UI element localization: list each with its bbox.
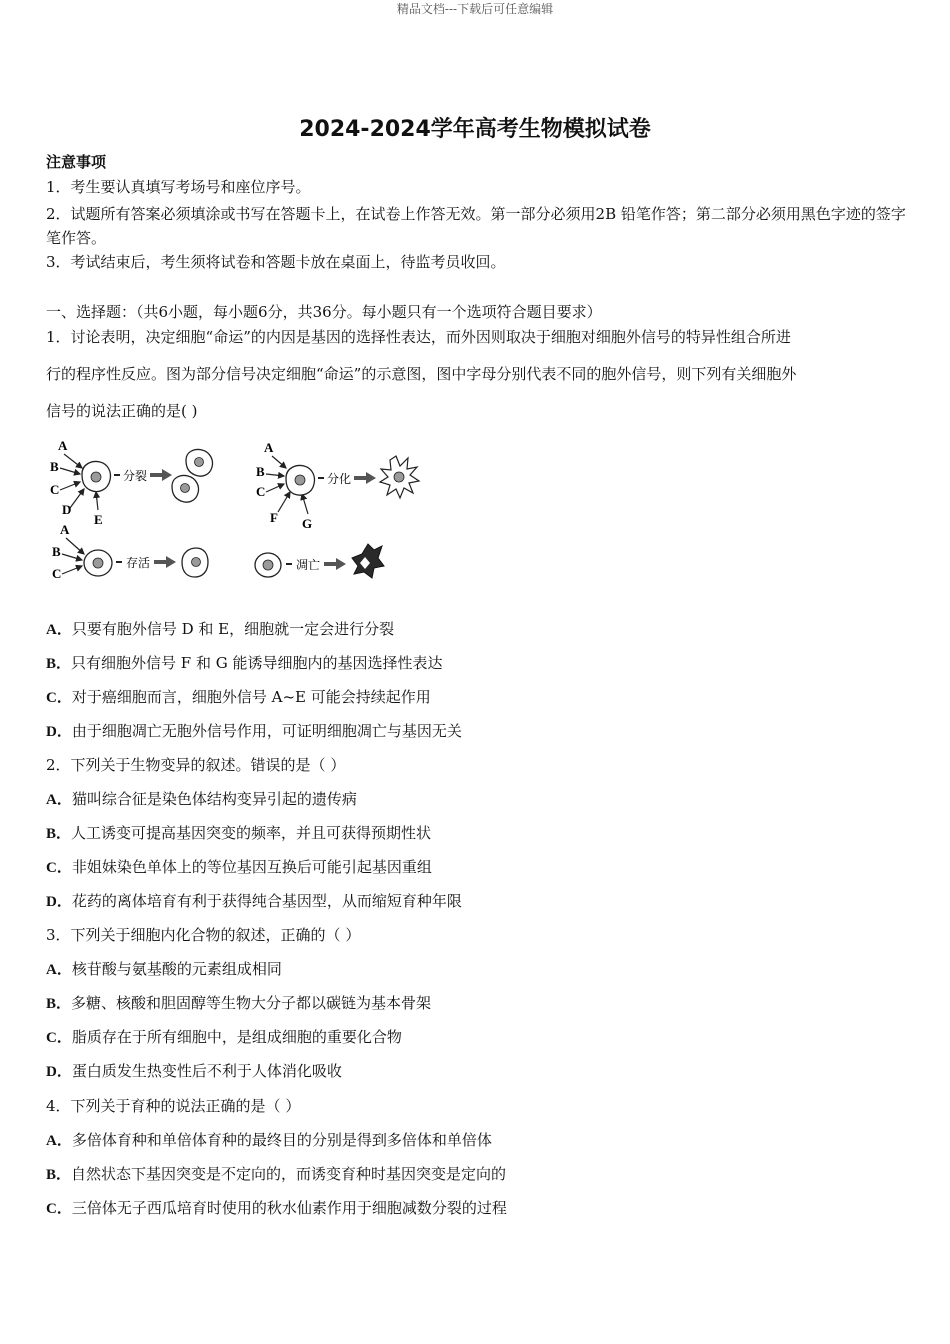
process-label: 分化: [327, 472, 352, 486]
notice-item: 1．考生要认真填写考场号和座位序号。: [46, 178, 311, 196]
panel-apoptosis: [255, 544, 384, 578]
process-label: 凋亡: [296, 558, 321, 572]
signal-label: F: [270, 510, 278, 525]
option[interactable]: B．人工诱变可提高基因突变的频率，并且可获得预期性状: [46, 824, 432, 842]
panel-differentiate: [256, 440, 419, 531]
arrow-icon: [366, 472, 376, 484]
panel-divide: [50, 438, 213, 527]
arrow-icon: [162, 469, 172, 481]
question-stem: 2．下列关于生物变异的叙述。错误的是（ ）: [46, 756, 346, 774]
option[interactable]: D．由于细胞凋亡无胞外信号作用，可证明细胞凋亡与基因无关: [46, 722, 462, 740]
panel-survive: [52, 522, 208, 581]
page-title: 2024-2024学年高考生物模拟试卷: [299, 117, 651, 142]
section-heading: 一、选择题：（共6小题，每小题6分，共36分。每小题只有一个选项符合题目要求）: [46, 303, 602, 321]
notice-item: 2．试题所有答案必须填涂或书写在答题卡上，在试卷上作答无效。第一部分必须用2B 铅笔作答；第二部分必须用黑色字迹的签字笔作答。: [46, 205, 906, 247]
question-stem: 信号的说法正确的是( ): [46, 402, 198, 420]
notice-item: 3．考试结束后，考生须将试卷和答题卡放在桌面上，待监考员收回。: [46, 253, 506, 271]
question-stem: 4．下列关于育种的说法正确的是（ ）: [46, 1097, 301, 1115]
option[interactable]: A．多倍体育种和单倍体育种的最终目的分别是得到多倍体和单倍体: [46, 1131, 492, 1149]
option[interactable]: C．脂质存在于所有细胞中，是组成细胞的重要化合物: [46, 1028, 402, 1046]
signal-label: C: [50, 482, 60, 497]
signal-label: G: [302, 516, 313, 531]
cell-fate-figure: [46, 432, 426, 592]
signal-label: B: [256, 464, 265, 479]
option[interactable]: C．三倍体无子西瓜培育时使用的秋水仙素作用于细胞减数分裂的过程: [46, 1199, 507, 1217]
option[interactable]: A．猫叫综合征是染色体结构变异引起的遗传病: [46, 790, 357, 808]
option[interactable]: A．核苷酸与氨基酸的元素组成相同: [46, 960, 282, 978]
signal-label: A: [58, 438, 68, 453]
signal-label: C: [52, 566, 62, 581]
signal-label: B: [50, 459, 59, 474]
signal-label: B: [52, 544, 61, 559]
arrow-icon: [336, 558, 346, 570]
header-note: 精品文档---下载后可任意编辑: [396, 2, 554, 16]
signal-label: D: [62, 502, 72, 517]
option[interactable]: C．对于癌细胞而言，细胞外信号 A~E 可能会持续起作用: [46, 688, 431, 706]
option[interactable]: B．多糖、核酸和胆固醇等生物大分子都以碳链为基本骨架: [46, 994, 432, 1012]
process-label: 分裂: [123, 469, 148, 483]
signal-label: A: [60, 522, 70, 537]
notice-heading: 注意事项: [46, 153, 107, 171]
question-stem: 3．下列关于细胞内化合物的叙述，正确的（ ）: [46, 926, 361, 944]
option[interactable]: B．只有细胞外信号 F 和 G 能诱导细胞内的基因选择性表达: [46, 654, 443, 672]
option[interactable]: B．自然状态下基因突变是不定向的，而诱变育种时基因突变是定向的: [46, 1165, 507, 1183]
question-stem: 1．讨论表明，决定细胞“命运”的内因是基因的选择性表达，而外因则取决于细胞对细胞外信号的特异性组合所进: [46, 328, 791, 346]
arrow-icon: [166, 556, 176, 568]
signal-label: E: [94, 512, 103, 527]
signal-label: C: [256, 484, 266, 499]
process-label: 存活: [126, 556, 151, 570]
option[interactable]: A．只要有胞外信号 D 和 E，细胞就一定会进行分裂: [46, 620, 395, 638]
option[interactable]: D．蛋白质发生热变性后不利于人体消化吸收: [46, 1062, 342, 1080]
option[interactable]: D．花药的离体培育有利于获得纯合基因型，从而缩短育种年限: [46, 892, 462, 910]
signal-label: A: [264, 440, 274, 455]
question-stem: 行的程序性反应。图为部分信号决定细胞“命运”的示意图，图中字母分别代表不同的胞外信号，则下列有关细胞外: [46, 365, 797, 383]
option[interactable]: C．非姐妹染色单体上的等位基因互换后可能引起基因重组: [46, 858, 432, 876]
